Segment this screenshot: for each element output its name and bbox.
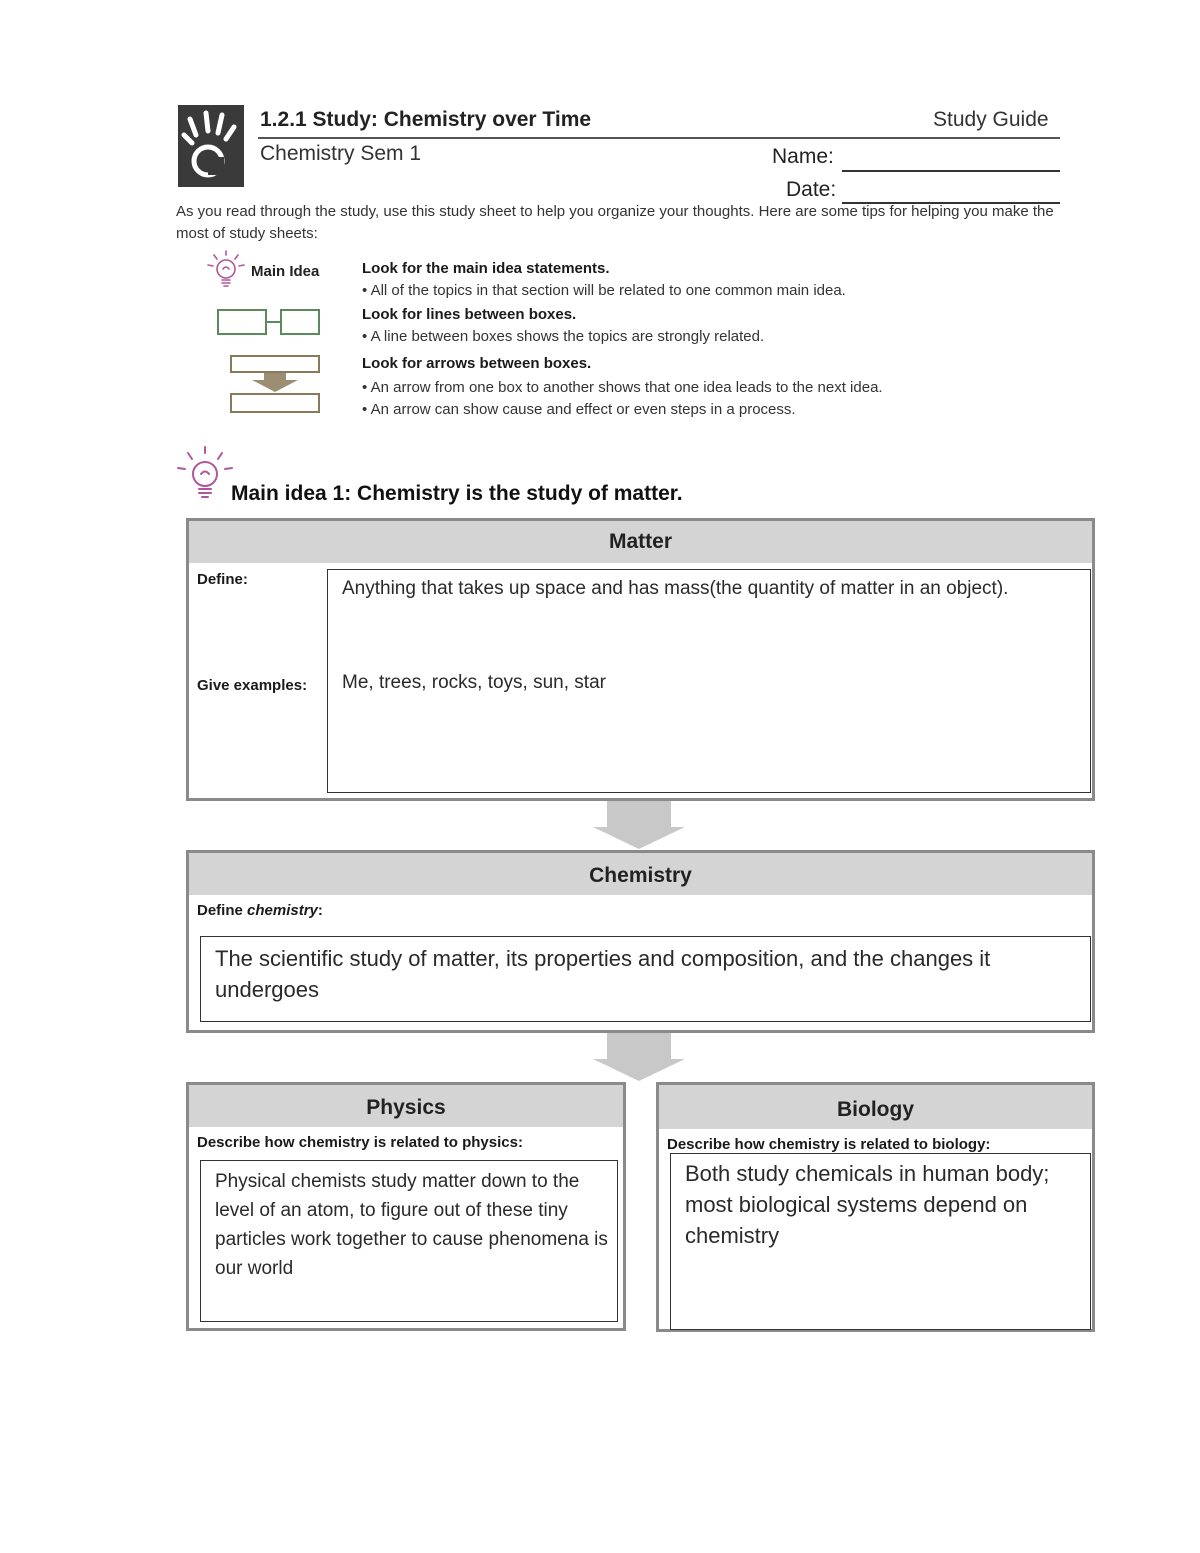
tip-bullet: • All of the topics in that section will be related to one common main idea. <box>362 282 846 299</box>
name-field[interactable] <box>842 170 1060 172</box>
tip-bullet: • An arrow from one box to another shows that one idea leads to the next idea. <box>362 379 883 396</box>
biology-answer: Both study chemicals in human body; most biological systems depend on chemistry <box>685 1161 1050 1248</box>
date-label: Date: <box>786 178 837 201</box>
chemistry-heading: Chemistry <box>189 853 1092 895</box>
down-arrow-icon <box>593 1033 685 1086</box>
define-label: Define: <box>197 571 248 588</box>
tip-bullet: • A line between boxes shows the topics are strongly related. <box>362 328 765 345</box>
lightbulb-icon <box>176 446 234 513</box>
document-type: Study Guide <box>933 108 1049 131</box>
matter-heading: Matter <box>189 521 1092 563</box>
main-idea-legend-label: Main Idea <box>251 263 320 280</box>
intro-text: As you read through the study, use this study sheet to help you organize your thoughts. Here are some tips for helping you make the most of study sheets: <box>176 203 1054 242</box>
define-label-suffix: : <box>317 902 323 919</box>
physics-panel <box>186 1082 626 1331</box>
publisher-logo <box>178 105 244 187</box>
tip-heading: Look for the main idea statements. <box>362 260 610 277</box>
physics-heading: Physics <box>189 1085 623 1127</box>
physics-answer-field[interactable] <box>200 1160 618 1322</box>
biology-prompt: Describe how chemistry is related to biology: <box>667 1136 991 1153</box>
chemistry-answer: The scientific study of matter, its properties and composition, and the changes it undergoes <box>215 946 991 1002</box>
down-arrow-icon <box>593 801 685 854</box>
biology-heading: Biology <box>659 1085 1092 1129</box>
examples-label: Give examples: <box>197 677 308 694</box>
define-label-term: chemistry <box>247 902 318 919</box>
chemistry-panel <box>186 850 1095 1033</box>
define-label-prefix: Define <box>197 902 248 919</box>
matter-answer-field[interactable] <box>327 569 1091 793</box>
linked-boxes-icon <box>217 308 321 341</box>
tip-heading: Look for lines between boxes. <box>362 306 577 323</box>
tip-heading: Look for arrows between boxes. <box>362 355 592 372</box>
chemistry-answer-field[interactable] <box>200 936 1091 1022</box>
physics-prompt: Describe how chemistry is related to physics: <box>197 1134 523 1151</box>
examples-answer: Me, trees, rocks, toys, sun, star <box>342 672 606 693</box>
lightbulb-icon <box>206 250 246 297</box>
define-chemistry-label <box>197 902 323 919</box>
header-divider <box>258 137 1060 139</box>
physics-answer: Physical chemists study matter down to the level of an atom, to figure out of these tiny particles work together to cause phenomena is our world <box>215 1171 608 1279</box>
biology-answer-field[interactable] <box>670 1153 1091 1330</box>
tip-bullet: • An arrow can show cause and effect or even steps in a process. <box>362 401 796 418</box>
biology-panel <box>656 1082 1095 1332</box>
course-name: Chemistry Sem 1 <box>260 142 422 165</box>
page-title: 1.2.1 Study: Chemistry over Time <box>260 108 592 131</box>
main-idea-heading: Main idea 1: Chemistry is the study of matter. <box>231 482 683 505</box>
arrow-boxes-icon <box>228 354 322 419</box>
define-answer: Anything that takes up space and has mass(the quantity of matter in an object). <box>342 578 1009 599</box>
name-label: Name: <box>772 145 834 168</box>
matter-panel <box>186 518 1095 801</box>
